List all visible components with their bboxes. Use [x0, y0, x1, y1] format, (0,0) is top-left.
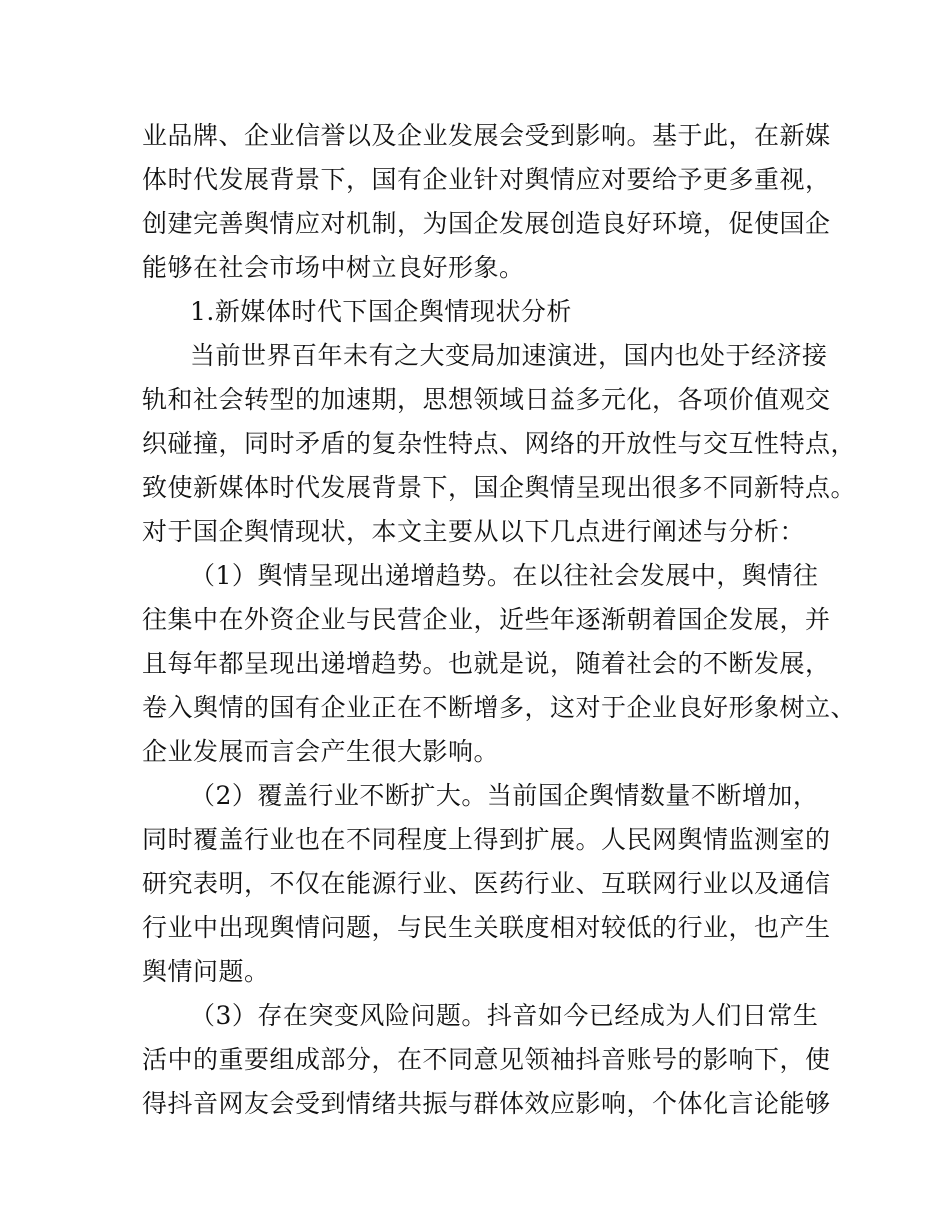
para1-line-5: 对于国企舆情现状，本文主要从以下几点进行阐述与分析：	[142, 517, 806, 546]
para3-line-2: 同时覆盖行业也在不同程度上得到扩展。人民网舆情监测室的	[142, 825, 831, 854]
para2-line-1: （1）舆情呈现出递增趋势。在以往社会发展中，舆情往	[190, 561, 819, 590]
para3-line-1: （2）覆盖行业不断扩大。当前国企舆情数量不断增加，	[190, 781, 819, 810]
intro-line-2: 体时代发展背景下，国有企业针对舆情应对要给予更多重视，	[142, 165, 831, 194]
para4-line-1: （3）存在突变风险问题。抖音如今已经成为人们日常生	[190, 1001, 819, 1030]
para3-line-3: 研究表明，不仅在能源行业、医药行业、互联网行业以及通信	[142, 869, 831, 898]
para2-line-3: 且每年都呈现出递增趋势。也就是说，随着社会的不断发展，	[142, 649, 831, 678]
para1-line-3: 织碰撞，同时矛盾的复杂性特点、网络的开放性与交互性特点，	[142, 429, 857, 458]
intro-line-4: 能够在社会市场中树立良好形象。	[142, 253, 525, 282]
para2-line-4: 卷入舆情的国有企业正在不断增多，这对于企业良好形象树立、	[142, 693, 857, 722]
para4-line-3: 得抖音网友会受到情绪共振与群体效应影响，个体化言论能够	[142, 1089, 831, 1118]
para1-line-1: 当前世界百年未有之大变局加速演进，国内也处于经济接	[190, 341, 828, 370]
para3-line-4: 行业中出现舆情问题，与民生关联度相对较低的行业，也产生	[142, 913, 831, 942]
para3-line-5: 舆情问题。	[142, 957, 270, 986]
intro-line-1: 业品牌、企业信誉以及企业发展会受到影响。基于此，在新媒	[142, 121, 831, 150]
para2-line-2: 往集中在外资企业与民营企业，近些年逐渐朝着国企发展，并	[142, 605, 831, 634]
para2-line-5: 企业发展而言会产生很大影响。	[142, 737, 500, 766]
para1-line-2: 轨和社会转型的加速期，思想领域日益多元化，各项价值观交	[142, 385, 831, 414]
para1-line-4: 致使新媒体时代发展背景下，国企舆情呈现出很多不同新特点。	[142, 473, 857, 502]
section-heading: 1.新媒体时代下国企舆情现状分析	[190, 297, 572, 326]
intro-line-3: 创建完善舆情应对机制，为国企发展创造良好环境，促使国企	[142, 209, 831, 238]
para4-line-2: 活中的重要组成部分，在不同意见领袖抖音账号的影响下，使	[142, 1045, 831, 1074]
